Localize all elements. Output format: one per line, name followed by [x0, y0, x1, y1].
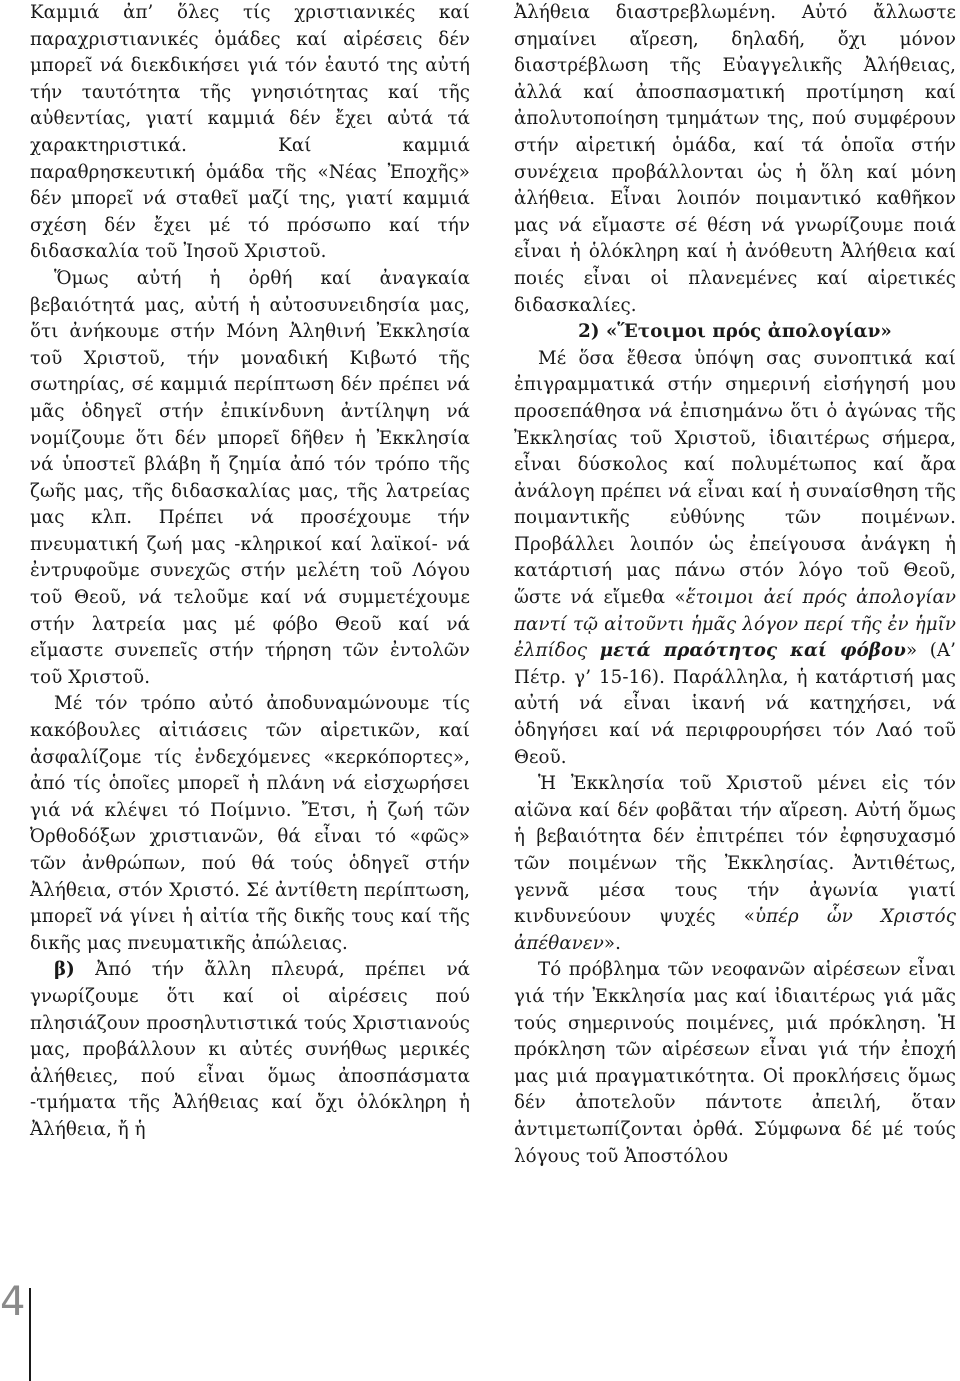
page-number: 4: [0, 1279, 26, 1325]
right-paragraph-4: Τό πρόβλημα τῶν νεοφανῶν αἱρέσεων εἶναι γιά τήν Ἐκκλησία μας καί ἰδιαιτέρως γιά μᾶς τούς σημερινούς ποιμένες, μιά πρόκληση. Ἡ πρόκληση τῶν αἱρέσεων εἶναι γιά τήν ἐποχή μας μιά πραγματικότητα. Οἱ προκλήσεις ὅμως δέν ἀποτελοῦν πάντοτε ἀπειλή, ὅταν ἀντιμετωπίζονται ὀρθά. Σύμφωνα δέ μέ τούς λόγους τοῦ Ἀποστόλου: [514, 959, 956, 1167]
left-paragraph-3: Μέ τόν τρόπο αὐτό ἀποδυναμώνουμε τίς κακόβουλες αἰτιάσεις τῶν αἱρετικῶν, καί ἀσφαλίζομε τίς ἐνδεχόμενες «κερκόπορτες», ἀπό τίς ὁποῖες μπορεῖ ἡ πλάνη νά εἰσχωρήσει γιά νά κλέψει τό Ποίμνιο. Ἔτσι, ἡ ζωή τῶν Ὀρθοδόξων χριστιανῶν, θά εἶναι τό «φῶς» τῶν ἀνθρώπων, πού θά τούς ὁδηγεῖ στήν Ἀλήθεια, στόν Χριστό. Σέ ἀντίθετη περίπτωση, μπορεῖ νά γίνει ἡ αἰτία τῆς δικῆς τους καί τῆς δικῆς μας πνευματικῆς ἀπώλειας.: [30, 693, 470, 954]
left-paragraph-1: Καμμιά ἀπ’ ὅλες τίς χριστιανικές καί παραχριστιανικές ὁμάδες καί αἱρέσεις δέν μπορεῖ νά διεκδικήσει γιά τόν ἑαυτό της αὐτή τήν ταυτότητα τῆς γνησιότητας καί τῆς αὐθεντίας, γιατί καμμιά δέν ἔχει αὐτά τά χαρακτηριστικά. Καί καμμιά παραθρησκευτική ὁμάδα τῆς «Νέας Ἐποχῆς» δέν μπορεῖ νά σταθεῖ μαζί της, γιατί καμμιά σχέση δέν ἔχει μέ τό πρόσωπο καί τήν διδασκαλία τοῦ Ἰησοῦ Χριστοῦ.: [30, 2, 470, 263]
left-column: [30, 0, 470, 1144]
right-paragraph-3-text-b: ».: [603, 932, 622, 954]
scripture-quote: ἕτοιμοι ἀεί πρός ἀπολογίαν παντί τῷ αἰτοῦντι ἡμᾶς λόγον περί τῆς ἐν ἡμῖν ἐλπίδος: [514, 587, 956, 662]
scripture-quote-emphasis: μετά πραότητος καί φόβου: [599, 640, 906, 662]
right-paragraph-2-text-b: » (Α’ Πέτρ. γ’ 15-16). Παράλληλα, ἡ κατάρτισή μας αὐτή νά εἶναι ἱκανή νά κατηχήσει, νά ὁδηγήσει καί νά περιφρουρήσει τόν Λαό τοῦ Θεοῦ.: [514, 640, 957, 768]
section-heading: 2) «Ἕτοιμοι πρός ἀπολογίαν»: [578, 321, 892, 343]
margin-rule: [29, 1288, 31, 1381]
right-paragraph-2-text-a: Μέ ὅσα ἔθεσα ὑπόψη σας συνοπτικά καί ἐπιγραμματικά στήν σημερινή εἰσήγησή μου προσεπάθησα νά ἐπισημάνω ὅτι ὁ ἀγώνας τῆς Ἐκκλησίας τοῦ Χριστοῦ, ἰδιαιτέρως σήμερα, εἶναι δύσκολος καί πολυμέτωπος καί ἄρα ἀνάλογη πρέπει νά εἶναι καί ἡ συναίσθηση τῆς ποιμαντικῆς εὐθύνης τῶν ποιμένων. Προβάλλει λοιπόν ὡς ἐπείγουσα ἀνάγκη ἡ κατάρτισή μας πάνω στόν λόγο τοῦ Θεοῦ, ὥστε νά εἴμεθα «: [514, 347, 956, 609]
right-paragraph-2: [514, 346, 956, 772]
left-paragraph-2: Ὅμως αὐτή ἡ ὀρθή καί ἀναγκαία βεβαιότητά μας, αὐτή ἡ αὐτοσυνειδησία μας, ὅτι ἀνήκουμε στήν Μόνη Ἀληθινή Ἐκκλησία τοῦ Χριστοῦ, τήν μοναδική Κιβωτό τῆς σωτηρίας, σέ καμμιά περίπτωση δέν πρέπει νά μᾶς ὁδηγεῖ στήν ἐπικίνδυνη ἀντίληψη νά νομίζουμε ὅτι δέν μπορεῖ δῆθεν ἡ Ἐκκλησία νά ὑποστεῖ βλάβη ἤ ζημία ἀπό τόν τρόπο τῆς ζωῆς μας, τῆς διδασκαλίας μας, τῆς λατρείας μας κλπ. Πρέπει νά προσέχουμε τήν πνευματική ζωή μας -κληρικοί καί λαϊκοί- νά ἐντρυφοῦμε συνεχῶς στήν μελέτη τοῦ Λόγου τοῦ Θεοῦ, νά τελοῦμε καί νά συμμετέχουμε στήν λατρεία μας μέ φόβο Θεοῦ καί νά εἴμαστε συνεπεῖς στήν τήρηση τῶν ἐντολῶν τοῦ Χριστοῦ.: [30, 267, 470, 688]
right-paragraph-1: Ἀλήθεια διαστρεβλωμένη. Αὐτό ἄλλωστε σημαίνει αἵρεση, δηλαδή, ὄχι μόνον διαστρέβλωση τῆς Εὐαγγελικῆς Ἀλήθειας, ἀλλά καί ἀποσπασματική προτίμηση καί ἀπολυτοποίηση τμημάτων της, πού συμφέρουν στήν αἱρετική ὁμάδα, καί τά ὁποῖα στήν συνέχεια προβάλλονται ὡς ἡ ὅλη καί μόνη ἀλήθεια. Εἶναι λοιπόν ποιμαντικό καθῆκον μας νά εἴμαστε σέ θέση νά γνωρίζουμε ποιά εἶναι ἡ ὁλόκληρη καί ἡ ἀνόθευτη Ἀλήθεια καί ποιές εἶναι οἱ πλανεμένες καί αἱρετικές διδασκαλίες.: [514, 2, 956, 316]
section-label-beta: β): [54, 959, 75, 981]
right-paragraph-3: [514, 771, 956, 957]
right-paragraph-3-text-a: Ἡ Ἐκκλησία τοῦ Χριστοῦ μένει εἰς τόν αἰῶνα καί δέν φοβᾶται τήν αἵρεση. Αὐτή ὅμως ἡ βεβαιότητα δέν ἐπιτρέπει τόν ἐφησυχασμό τῶν ποιμένων τῆς Ἐκκλησίας. Ἀντιθέτως, γεννᾶ μέσα τους τήν ἀγωνία γιατί κινδυνεύουν ψυχές «: [514, 773, 956, 928]
inline-quote: ὑπέρ ὧν Χριστός ἀπέθανεν: [514, 906, 956, 954]
right-column: [514, 0, 956, 1170]
left-paragraph-4-text: Ἀπό τήν ἄλλη πλευρά, πρέπει νά γνωρίζουμε ὅτι καί οἱ αἱρέσεις πού πλησιάζουν προσηλυτιστικά τούς Χριστιανούς μας, προβάλλουν κι αὐτές συνήθως μερικές ἀλήθειες, πού εἶναι ὅμως ἀποσπάσματα -τμήματα τῆς Ἀλήθειας καί ὄχι ὁλόκληρη ἡ Ἀλήθεια, ἤ ἡ: [30, 959, 470, 1140]
left-paragraph-4: [30, 957, 470, 1143]
